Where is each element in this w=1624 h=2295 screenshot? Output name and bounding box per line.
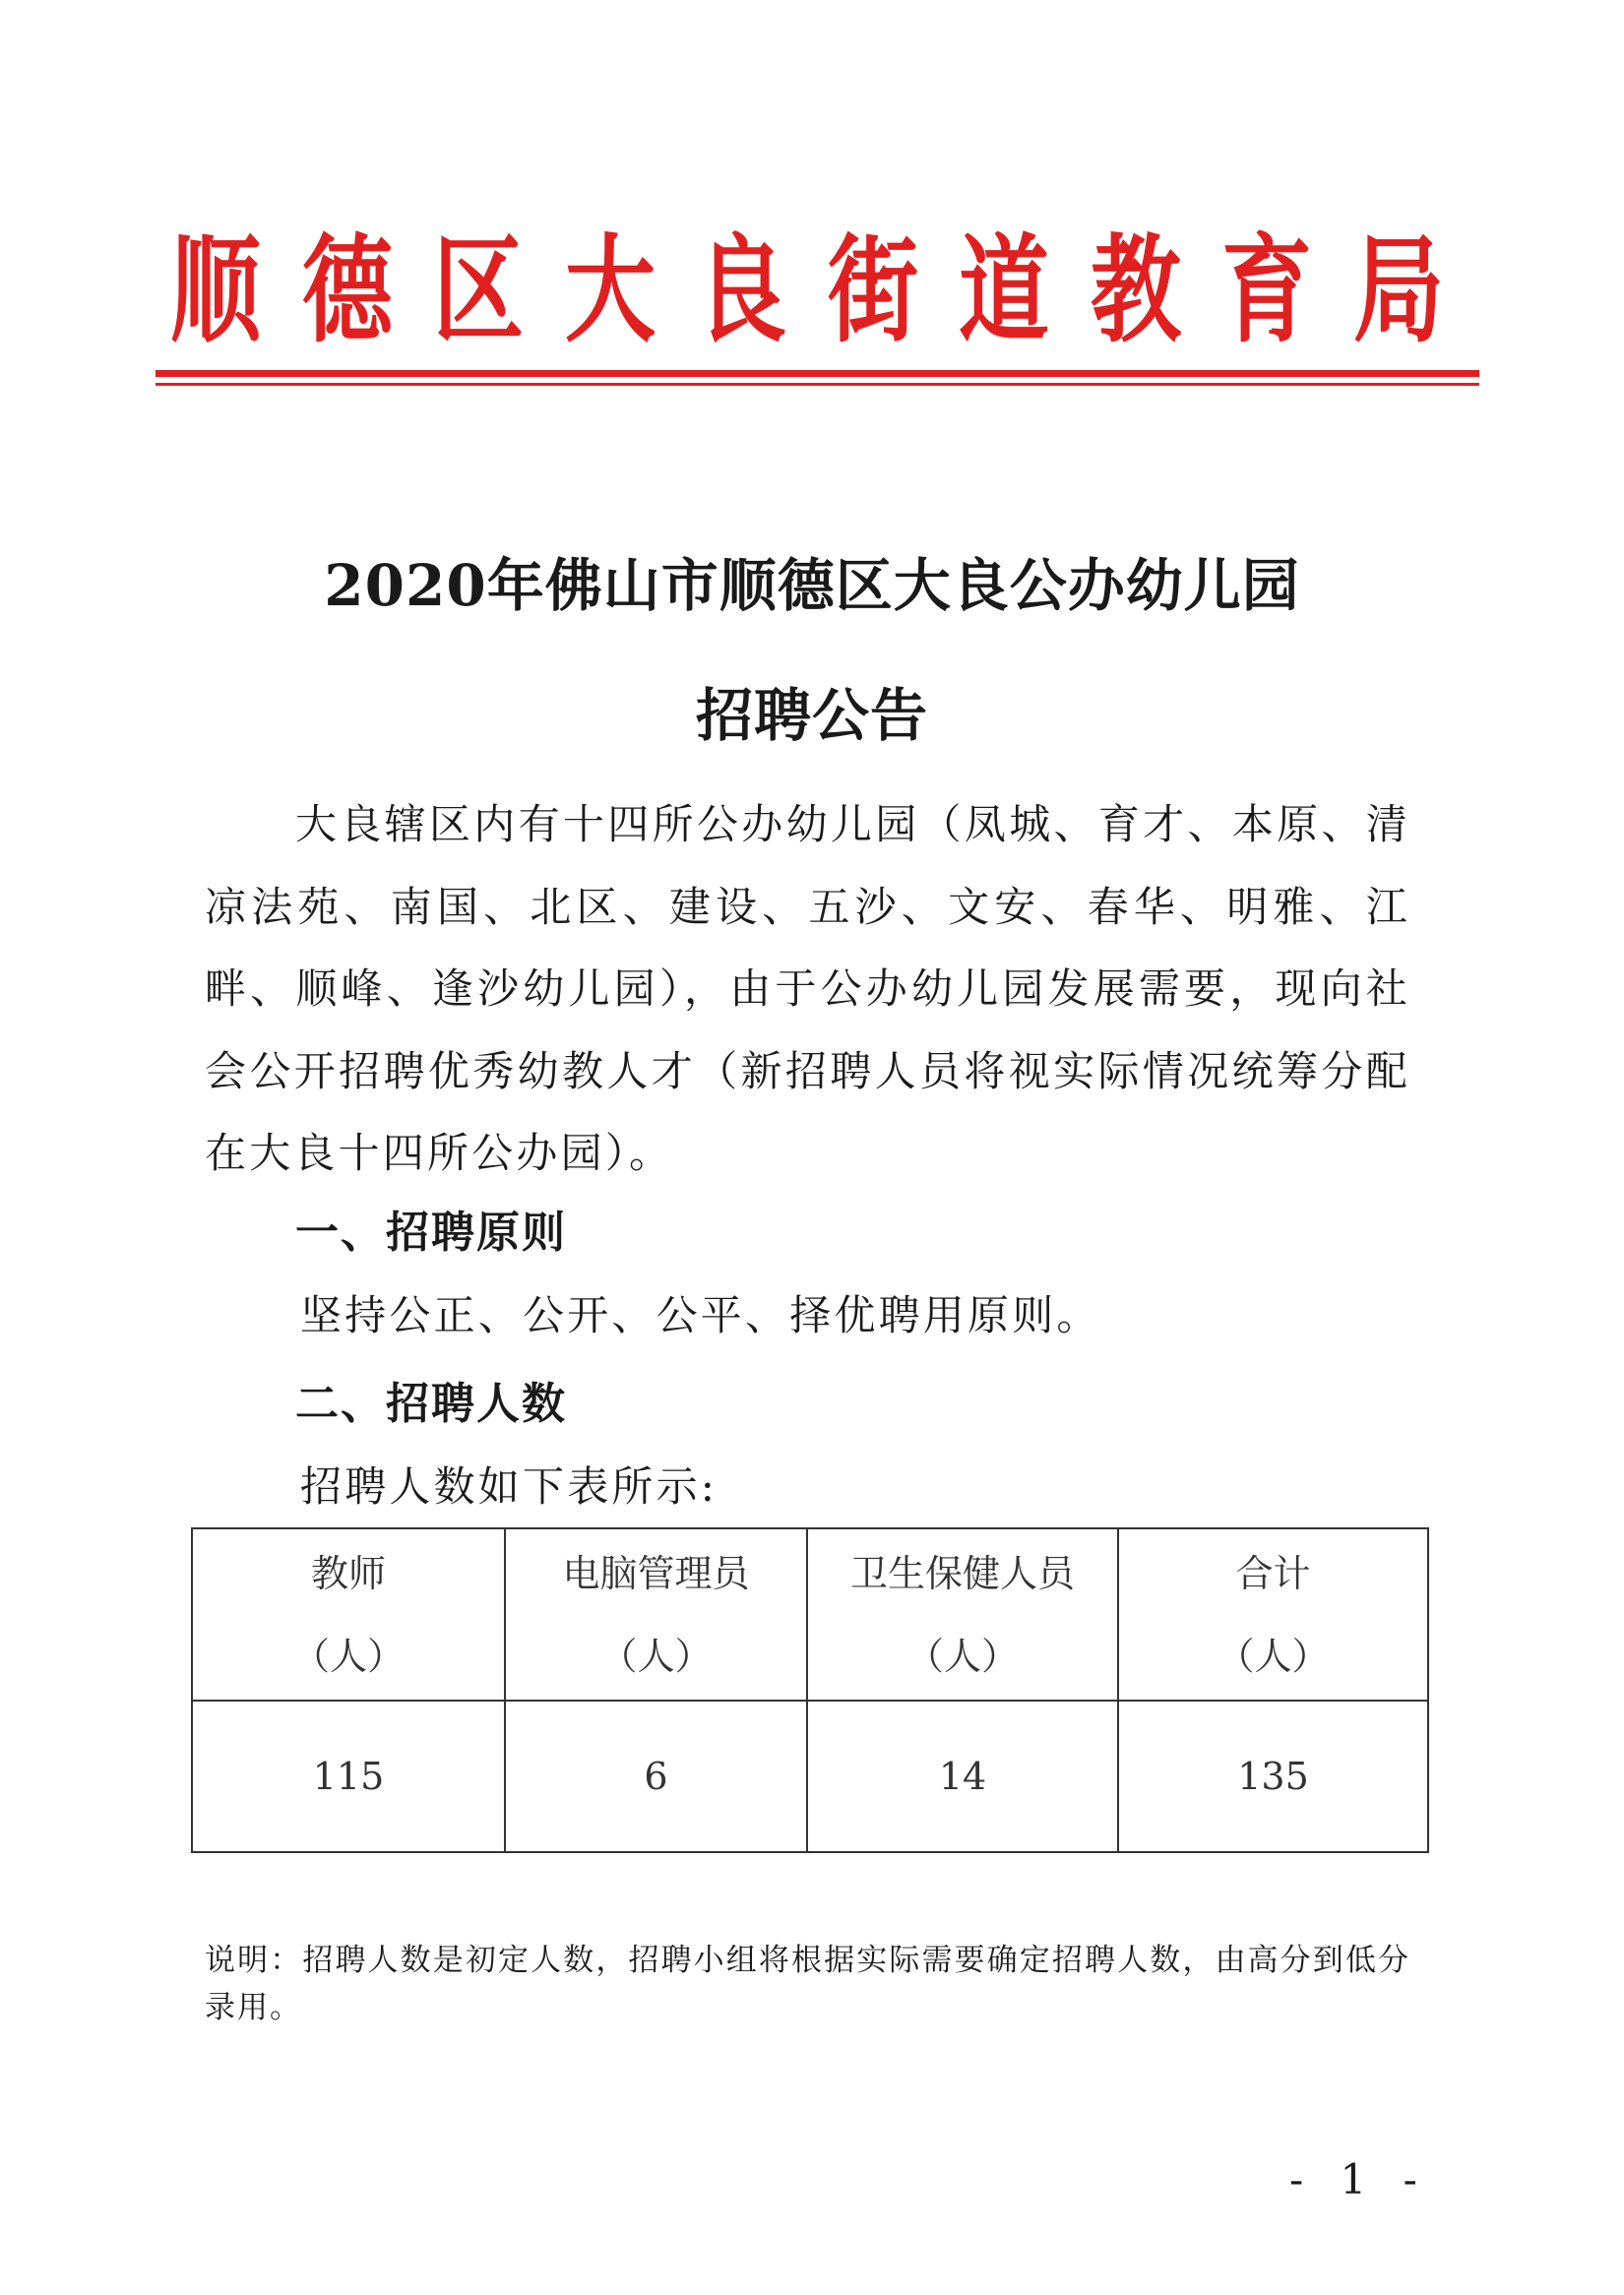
table-row	[192, 1701, 1428, 1852]
header-unit: （人）	[906, 1634, 1019, 1678]
letterhead-char: 德	[301, 221, 393, 358]
recruitment-table	[191, 1527, 1429, 1853]
header-unit: （人）	[291, 1634, 405, 1678]
section-heading-principles: 一、招聘原则	[295, 1208, 567, 1258]
document-title-line1: 2020年佛山市顺德区大良公办幼儿园	[324, 552, 1300, 619]
cell-teachers: 115	[192, 1701, 505, 1852]
section-heading-headcount: 二、招聘人数	[295, 1379, 567, 1429]
letterhead-char: 区	[433, 221, 525, 358]
document-title-line2: 招聘公告	[695, 682, 928, 749]
letterhead-char: 道	[959, 221, 1050, 358]
header-health-staff	[807, 1528, 1118, 1701]
letterhead-char: 顺	[169, 221, 262, 358]
letterhead-char: 教	[1090, 221, 1181, 358]
cell-total: 135	[1118, 1701, 1428, 1852]
page-number: - 1 -	[1289, 2155, 1429, 2203]
cell-computer-admin: 6	[505, 1701, 807, 1852]
header-label: 合计	[1235, 1551, 1311, 1595]
principles-text: 坚持公正、公开、公平、择优聘用原则。	[300, 1291, 1101, 1339]
header-label: 电脑管理员	[562, 1551, 750, 1595]
letterhead-char: 育	[1221, 221, 1313, 358]
letterhead-char: 大	[564, 221, 656, 358]
header-computer-admin	[505, 1528, 807, 1701]
letterhead-divider-thick	[156, 370, 1479, 377]
header-label: 卫生保健人员	[849, 1551, 1075, 1595]
header-label: 教师	[310, 1551, 386, 1595]
letterhead-char: 局	[1352, 221, 1444, 358]
intro-paragraph: 大良辖区内有十四所公办幼儿园（凤城、育才、本原、清凉法苑、南国、北区、建设、五沙、文安、春华、明雅、江畔、顺峰、逢沙幼儿园），由于公办幼儿园发展需要，现向社会公开招聘优秀幼教人才（新招聘人员将视实际情况统筹分配在大良十四所公办园）。	[205, 800, 1410, 1177]
header-unit: （人）	[1217, 1634, 1330, 1678]
header-unit: （人）	[599, 1634, 713, 1678]
org-letterhead	[157, 207, 1457, 358]
header-total	[1118, 1528, 1428, 1701]
table-header-row	[192, 1528, 1428, 1701]
headcount-intro-text: 招聘人数如下表所示:	[300, 1462, 718, 1511]
letterhead-divider-thin	[156, 383, 1479, 386]
cell-health-staff: 14	[807, 1701, 1118, 1852]
letterhead-char: 良	[696, 221, 787, 358]
table-note: 说明：招聘人数是初定人数，招聘小组将根据实际需要确定招聘人数，由高分到低分录用。	[205, 1943, 1410, 2025]
header-teachers	[192, 1528, 505, 1701]
letterhead-char: 街	[827, 221, 918, 358]
